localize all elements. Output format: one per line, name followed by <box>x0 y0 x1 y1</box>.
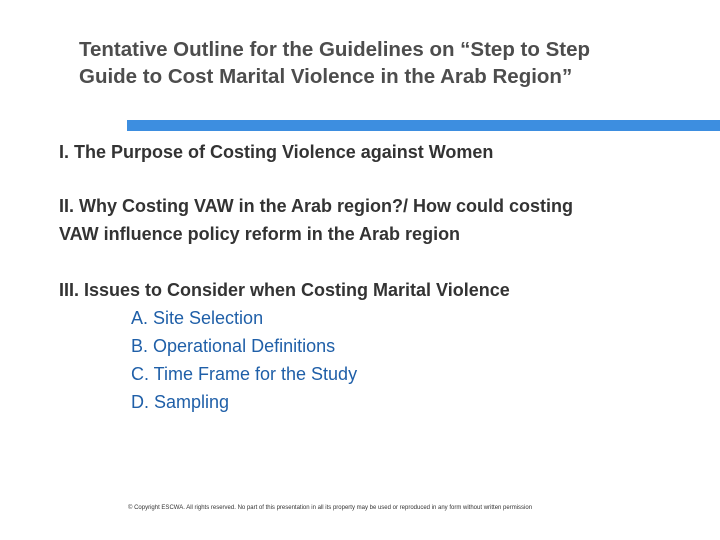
section-3-subitems <box>131 304 357 416</box>
title-line-2: Guide to Cost Marital Violence in the Arab Region” <box>79 65 573 88</box>
section-heading-1: I. The Purpose of Costing Violence against Women <box>59 142 494 162</box>
subitem-sampling: D. Sampling <box>131 392 230 412</box>
slide-title <box>79 36 699 90</box>
subitem-time-frame: C. Time Frame for the Study <box>131 364 358 384</box>
title-line-1: Tentative Outline for the Guidelines on “Step to Step <box>79 38 591 61</box>
title-accent-bar <box>127 120 720 131</box>
section-heading-2-line-1: II. Why Costing VAW in the Arab region?/ How could costing <box>59 196 573 216</box>
subitem-site-selection: A. Site Selection <box>131 308 264 328</box>
copyright-footer: © Copyright ESCWA. All rights reserved. No part of this presentation in all its property may be used or reproduced in any form without written permission <box>128 505 533 511</box>
section-heading-2-line-2: VAW influence policy reform in the Arab region <box>59 224 461 244</box>
section-heading-3: III. Issues to Consider when Costing Marital Violence <box>59 280 510 300</box>
section-heading-2 <box>59 192 573 248</box>
subitem-operational-definitions: B. Operational Definitions <box>131 336 336 356</box>
